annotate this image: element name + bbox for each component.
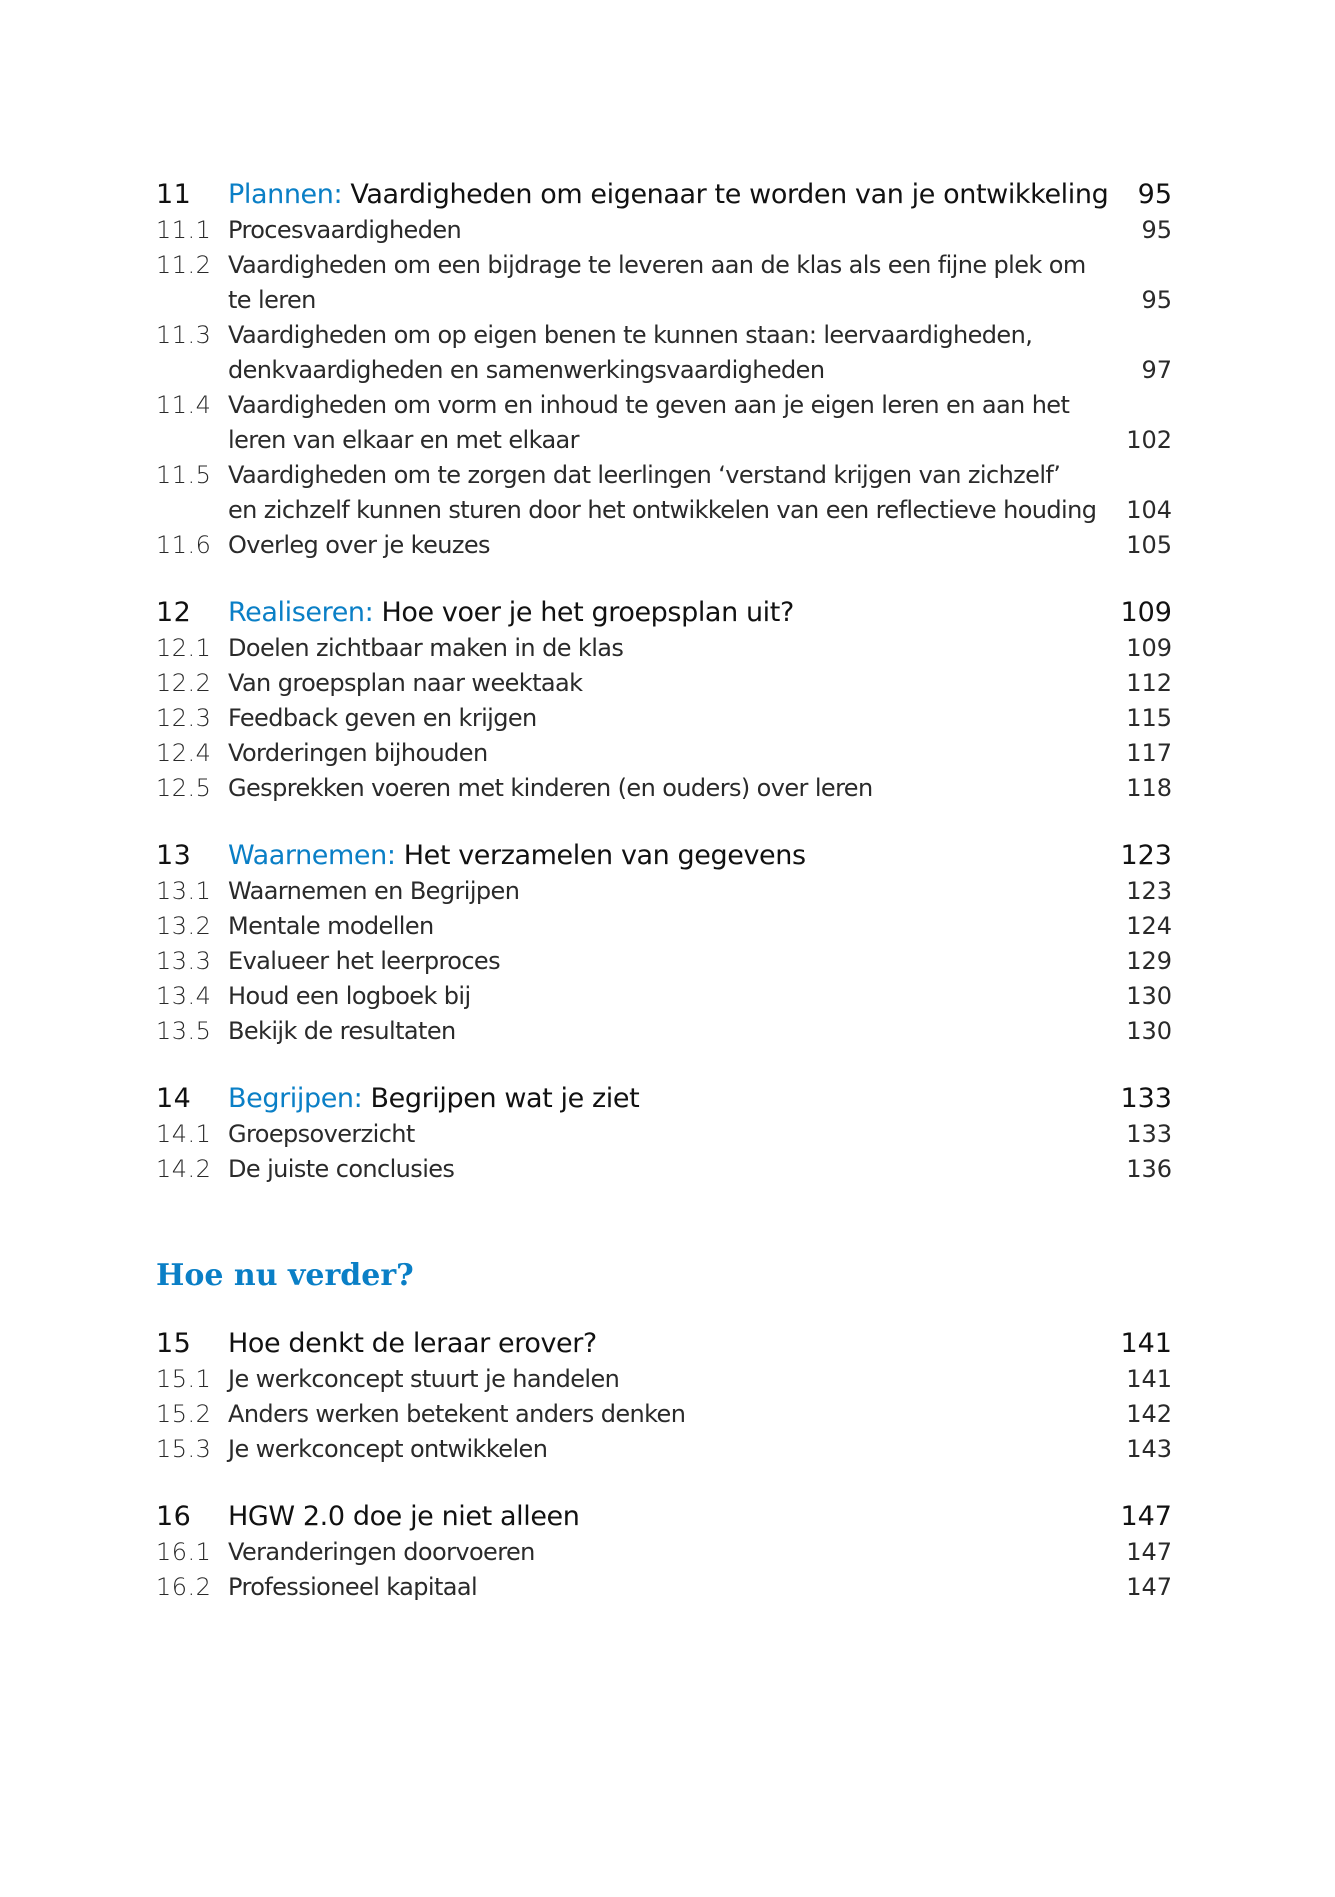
section-number: 11.5 [156, 461, 212, 489]
section-title: De juiste conclusies [228, 1155, 455, 1183]
section-title: Procesvaardigheden [228, 216, 462, 244]
chapter-number: 16 [156, 1501, 192, 1532]
page-number: 130 [1126, 1017, 1172, 1045]
page-number: 112 [1126, 669, 1172, 697]
section-number: 12.2 [156, 669, 212, 697]
page-number: 147 [1120, 1501, 1172, 1532]
section-number: 11.1 [156, 216, 212, 244]
section-entry [156, 318, 1172, 352]
chapter-title [228, 839, 806, 873]
section-title: Houd een logboek bij [228, 982, 471, 1010]
chapter-title-text: Hoe denkt de leraar erover? [228, 1328, 597, 1359]
chapter-title [228, 1082, 639, 1116]
chapter-number: 15 [156, 1328, 192, 1359]
page-number: 147 [1126, 1538, 1172, 1566]
section-entry [156, 874, 1172, 908]
section-entry [156, 1397, 1172, 1431]
section-number: 16.1 [156, 1538, 212, 1566]
page-number: 142 [1126, 1400, 1172, 1428]
section-entry [156, 1362, 1172, 1396]
page-number: 115 [1126, 704, 1172, 732]
chapter-title-text: Vaardigheden om eigenaar te worden van je ontwikkeling [342, 179, 1109, 210]
chapter-entry [156, 1500, 1172, 1534]
page-number: 123 [1120, 840, 1172, 871]
chapter-title-text: Het verzamelen van gegevens [395, 840, 806, 871]
chapter-entry [156, 596, 1172, 630]
section-number: 11.4 [156, 391, 212, 419]
section-title: Je werkconcept ontwikkelen [228, 1435, 548, 1463]
chapter-prefix: Realiseren: [228, 597, 374, 628]
chapter-entry [156, 1082, 1172, 1116]
section-entry [156, 909, 1172, 943]
section-title: Overleg over je keuzes [228, 531, 490, 559]
chapter-title-text: HGW 2.0 doe je niet alleen [228, 1501, 580, 1532]
section-entry [156, 631, 1172, 665]
section-entry [156, 979, 1172, 1013]
page-number: 95 [1141, 216, 1172, 244]
section-title: Veranderingen doorvoeren [228, 1538, 535, 1566]
section-number: 15.2 [156, 1400, 212, 1428]
section-title: Professioneel kapitaal [228, 1573, 478, 1601]
section-number: 15.1 [156, 1365, 212, 1393]
section-entry [156, 1570, 1172, 1604]
chapter-prefix: Waarnemen: [228, 840, 396, 871]
chapter-title [228, 178, 1108, 212]
page-number: 136 [1126, 1155, 1172, 1183]
section-title: Evalueer het leerproces [228, 947, 500, 975]
page-number: 95 [1141, 286, 1172, 314]
page-number: 109 [1120, 597, 1172, 628]
section-entry [156, 388, 1172, 422]
section-number: 16.2 [156, 1573, 212, 1601]
chapter-entry [156, 839, 1172, 873]
page-number: 133 [1126, 1120, 1172, 1148]
section-number: 12.4 [156, 739, 212, 767]
chapter-number: 14 [156, 1083, 192, 1114]
section-entry [156, 423, 1172, 457]
page-number: 141 [1120, 1328, 1172, 1359]
section-title: denkvaardigheden en samenwerkingsvaardigheden [228, 356, 825, 384]
section-number: 12.5 [156, 774, 212, 802]
section-number: 12.3 [156, 704, 212, 732]
chapter-number: 11 [156, 179, 192, 210]
section-entry [156, 1014, 1172, 1048]
section-title: Anders werken betekent anders denken [228, 1400, 686, 1428]
section-title: leren van elkaar en met elkaar [228, 426, 579, 454]
section-number: 14.2 [156, 1155, 212, 1183]
section-entry [156, 701, 1172, 735]
section-title: Groepsoverzicht [228, 1120, 415, 1148]
section-title: Gesprekken voeren met kinderen (en ouders) over leren [228, 774, 873, 802]
section-title: Van groepsplan naar weektaak [228, 669, 583, 697]
page-number: 124 [1126, 912, 1172, 940]
section-number: 13.1 [156, 877, 212, 905]
section-title: Vorderingen bijhouden [228, 739, 488, 767]
section-entry [156, 493, 1172, 527]
section-number: 11.6 [156, 531, 212, 559]
section-title: en zichzelf kunnen sturen door het ontwikkelen van een reflectieve houding [228, 496, 1097, 524]
section-entry [156, 771, 1172, 805]
section-title: Feedback geven en krijgen [228, 704, 537, 732]
page-number: 95 [1137, 179, 1172, 210]
section-entry [156, 1117, 1172, 1151]
section-entry [156, 528, 1172, 562]
section-entry [156, 1535, 1172, 1569]
section-number: 15.3 [156, 1435, 212, 1463]
page-number: 102 [1126, 426, 1172, 454]
section-entry [156, 1152, 1172, 1186]
chapter-prefix: Plannen: [228, 179, 343, 210]
chapter-number: 13 [156, 840, 192, 871]
section-number: 13.2 [156, 912, 212, 940]
page-number: 141 [1126, 1365, 1172, 1393]
section-entry [156, 458, 1172, 492]
chapter-title-text: Hoe voer je het groepsplan uit? [373, 597, 794, 628]
section-title: Je werkconcept stuurt je handelen [228, 1365, 620, 1393]
section-entry [156, 666, 1172, 700]
section-title: Bekijk de resultaten [228, 1017, 456, 1045]
page-number: 105 [1126, 531, 1172, 559]
page-number: 130 [1126, 982, 1172, 1010]
section-title: Vaardigheden om een bijdrage te leveren aan de klas als een fijne plek om [228, 251, 1086, 279]
chapter-title [228, 1327, 597, 1361]
chapter-entry [156, 1327, 1172, 1361]
section-entry [156, 353, 1172, 387]
chapter-number: 12 [156, 597, 192, 628]
section-entry [156, 736, 1172, 770]
page-number: 118 [1126, 774, 1172, 802]
page-number: 143 [1126, 1435, 1172, 1463]
chapter-title-text: Begrijpen wat je ziet [362, 1083, 640, 1114]
section-number: 13.4 [156, 982, 212, 1010]
page-number: 133 [1120, 1083, 1172, 1114]
section-entry [156, 248, 1172, 282]
part-heading: Hoe nu verder? [156, 1258, 414, 1293]
section-title: te leren [228, 286, 316, 314]
section-title: Mentale modellen [228, 912, 434, 940]
section-entry [156, 213, 1172, 247]
section-number: 12.1 [156, 634, 212, 662]
section-number: 13.3 [156, 947, 212, 975]
page-number: 97 [1141, 356, 1172, 384]
section-title: Waarnemen en Begrijpen [228, 877, 520, 905]
chapter-entry [156, 178, 1172, 212]
page-number: 129 [1126, 947, 1172, 975]
page-number: 117 [1126, 739, 1172, 767]
section-number: 14.1 [156, 1120, 212, 1148]
section-title: Vaardigheden om op eigen benen te kunnen staan: leervaardigheden, [228, 321, 1033, 349]
section-entry [156, 944, 1172, 978]
section-title: Doelen zichtbaar maken in de klas [228, 634, 624, 662]
section-entry [156, 283, 1172, 317]
chapter-prefix: Begrijpen: [228, 1083, 363, 1114]
page-number: 109 [1126, 634, 1172, 662]
page-number: 104 [1126, 496, 1172, 524]
chapter-title [228, 1500, 579, 1534]
section-number: 13.5 [156, 1017, 212, 1045]
section-title: Vaardigheden om te zorgen dat leerlingen ‘verstand krijgen van zichzelf’ [228, 461, 1061, 489]
page-number: 147 [1126, 1573, 1172, 1601]
section-entry [156, 1432, 1172, 1466]
chapter-title [228, 596, 794, 630]
section-number: 11.2 [156, 251, 212, 279]
page-number: 123 [1126, 877, 1172, 905]
section-number: 11.3 [156, 321, 212, 349]
section-title: Vaardigheden om vorm en inhoud te geven aan je eigen leren en aan het [228, 391, 1070, 419]
